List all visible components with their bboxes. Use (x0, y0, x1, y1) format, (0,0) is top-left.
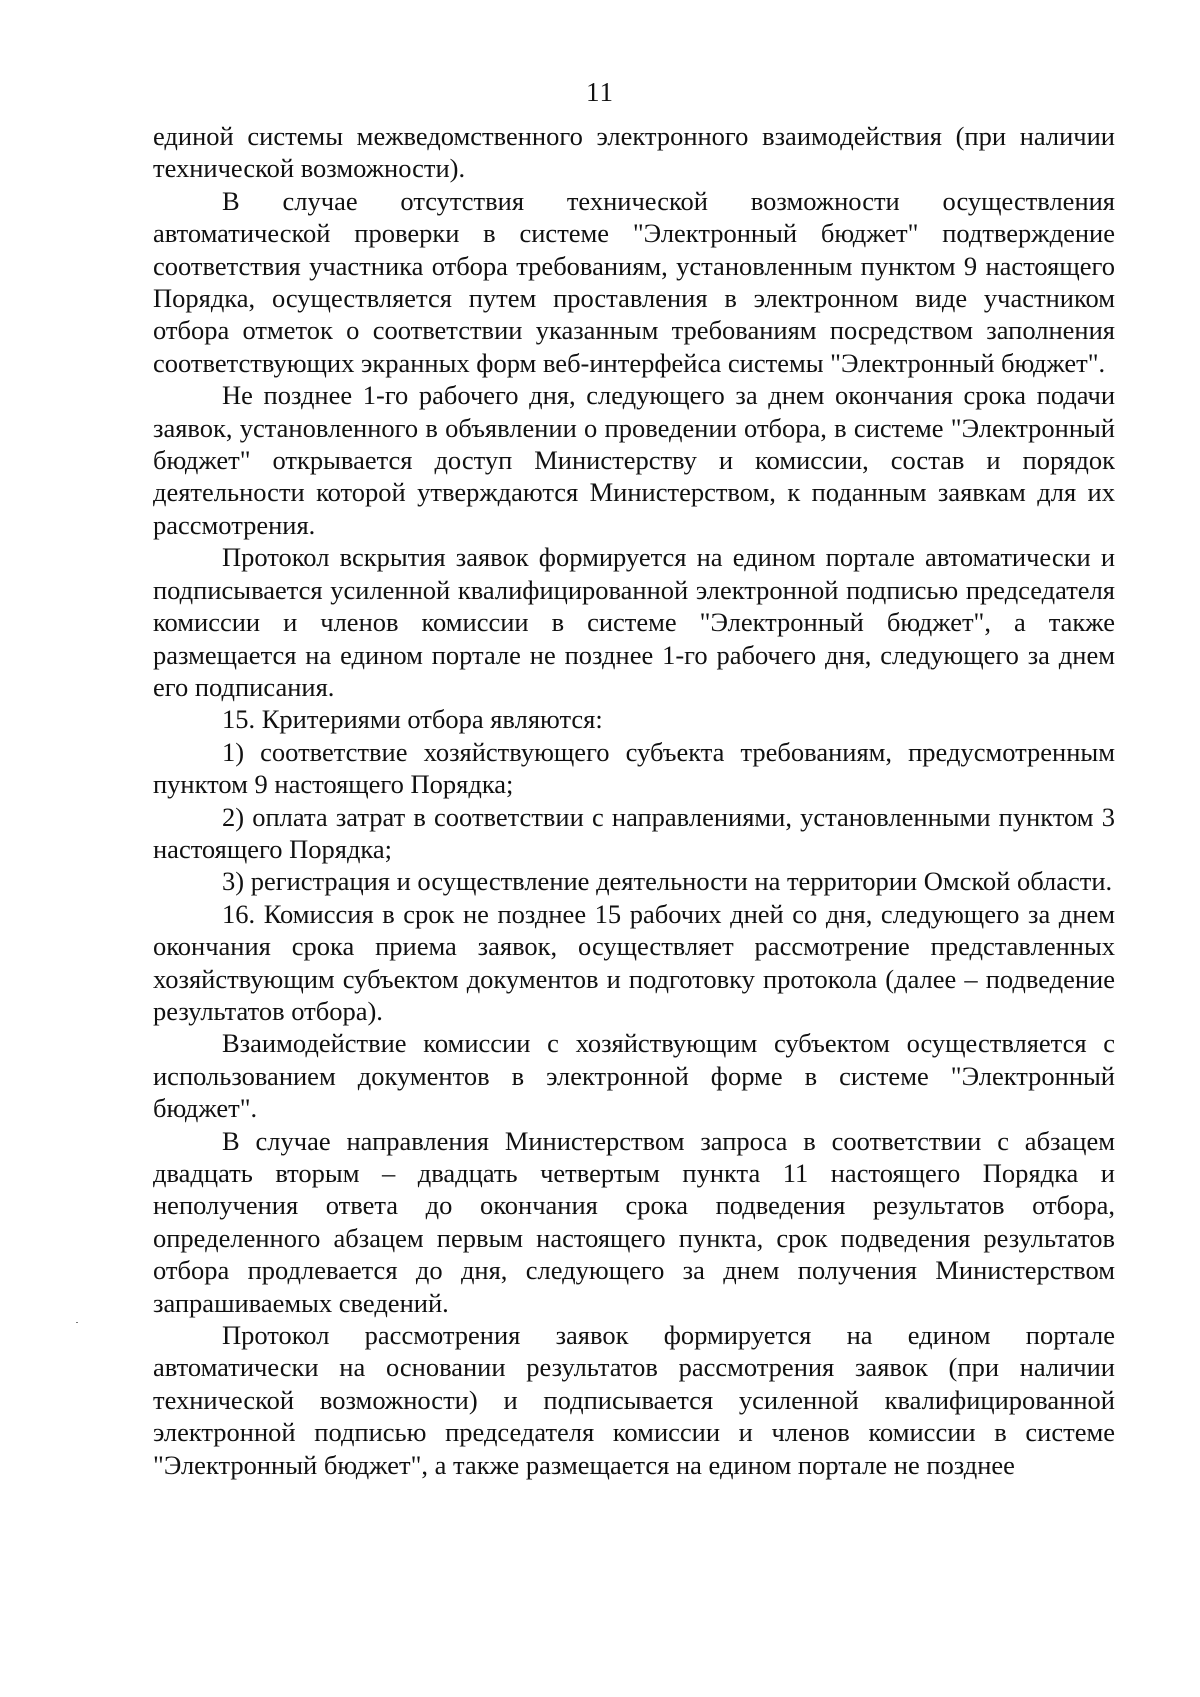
paragraph-criteria-heading: 15. Критериями отбора являются: (222, 704, 603, 735)
paragraph-opening-protocol: Протокол вскрытия заявок формируется на едином портале автоматически и подписывается усиленной квалифицированной электронной подписью председателя комиссии и членов комиссии в системе "Электронный бюджет", а также размещается на едином портале не позднее 1-го рабочего дня, следующего за днем его подписания. (153, 542, 1115, 702)
paragraph-review-protocol: Протокол рассмотрения заявок формируется на едином портале автоматически на основании результатов рассмотрения заявок (при наличии технической возможности) и подписывается усиленной квалифицированной электронной подписью председателя комиссии и членов комиссии в системе "Электронный бюджет", а также размещается на едином портале не позднее (153, 1320, 1115, 1480)
scan-speck (76, 1322, 78, 1323)
paragraph-criterion-3: 3) регистрация и осуществление деятельности на территории Омской области. (222, 866, 1113, 897)
paragraph-request-extension: В случае направления Министерством запроса в соответствии с абзацем двадцать вторым – двадцать четвертым пункта 11 настоящего Порядка и неполучения ответа до окончания срока подведения результатов отбора, определенного абзацем первым настоящего пункта, срок подведения результатов отбора продлевается до дня, следующего за днем получения Министерством запрашиваемых сведений. (153, 1125, 1115, 1318)
paragraph-criterion-1: 1) соответствие хозяйствующего субъекта требованиям, предусмотренным пунктом 9 настоящего Порядка; (153, 736, 1115, 800)
document-body (153, 120, 1115, 1481)
paragraph-access-opening: Не позднее 1-го рабочего дня, следующего за днем окончания срока подачи заявок, установленного в объявлении о проведении отбора, в системе "Электронный бюджет" открывается доступ Министерству и комиссии, состав и порядок деятельности которой утверждаются Министерством, к поданным заявкам для их рассмотрения. (153, 380, 1115, 540)
paragraph-electronic-interaction: Взаимодействие комиссии с хозяйствующим субъектом осуществляется с использованием документов в электронной форме в системе "Электронный бюджет". (153, 1028, 1115, 1124)
paragraph-criterion-2: 2) оплата затрат в соответствии с направлениями, установленными пунктом 3 настоящего Порядка; (153, 801, 1115, 864)
paragraph-commission-review: 16. Комиссия в срок не позднее 15 рабочих дней со дня, следующего за днем окончания срока приема заявок, осуществляет рассмотрение представленных хозяйствующим субъектом документов и подготовку протокола (далее – подведение результатов отбора). (153, 898, 1115, 1026)
paragraph-continuation: единой системы межведомственного электронного взаимодействия (при наличии технической возможности). (153, 121, 1115, 184)
paragraph-auto-check: В случае отсутствия технической возможности осуществления автоматической проверки в системе "Электронный бюджет" подтверждение соответствия участника отбора требованиям, установленным пунктом 9 настоящего Порядка, осуществляется путем проставления в электронном виде участником отбора отметок о соответствии указанным требованиям посредством заполнения соответствующих экранных форм веб-интерфейса системы "Электронный бюджет". (153, 185, 1115, 378)
page-number: 11 (586, 77, 614, 107)
